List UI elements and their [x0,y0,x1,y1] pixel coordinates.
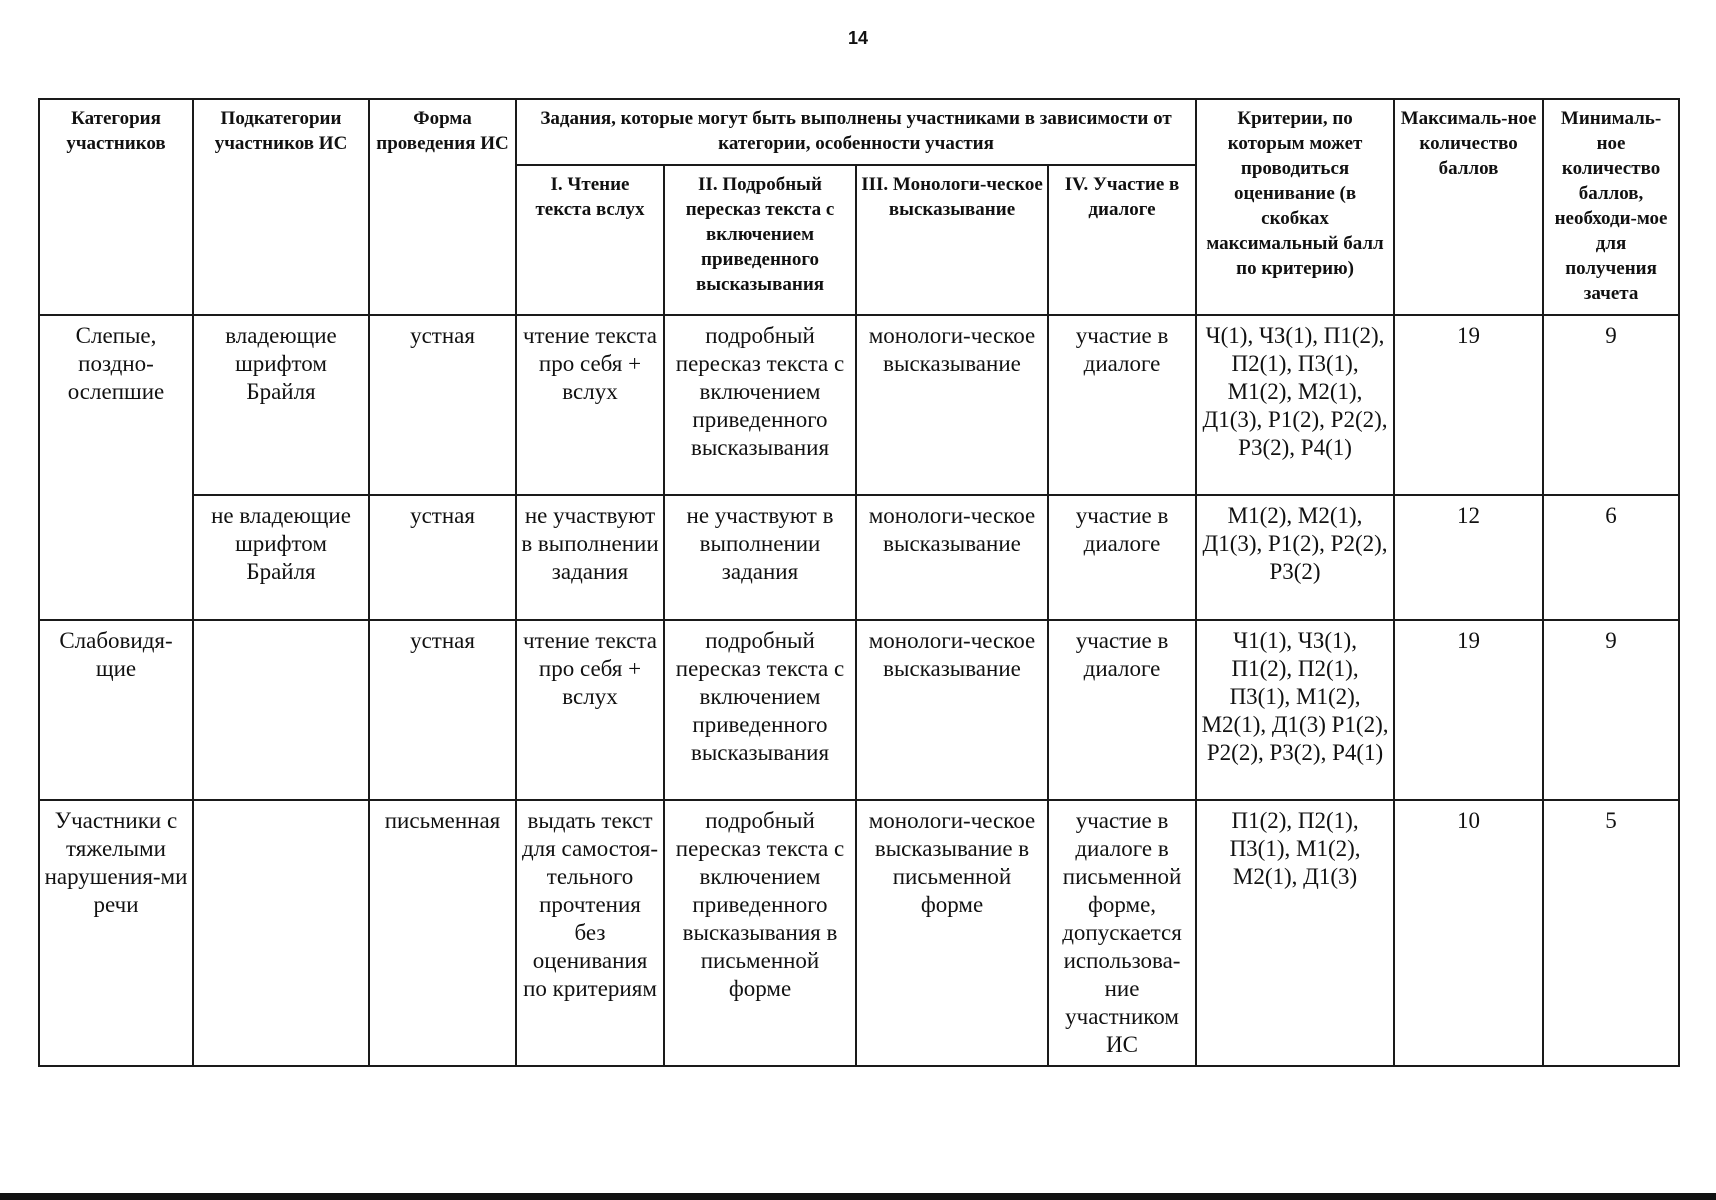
header-task-1: I. Чтение текста вслух [516,165,664,315]
cell-criteria: Ч(1), ЧЗ(1), П1(2), П2(1), П3(1), М1(2), М2(1), Д1(3), Р1(2), Р2(2), Р3(2), Р4(1) [1196,315,1394,495]
cell-form: устная [369,620,516,800]
cell-form: устная [369,315,516,495]
cell-max-score: 10 [1394,800,1543,1066]
cell-min-score: 9 [1543,315,1679,495]
header-task-4: IV. Участие в диалоге [1048,165,1196,315]
cell-min-score: 9 [1543,620,1679,800]
cell-subcategory: владеющие шрифтом Брайля [193,315,369,495]
cell-subcategory [193,620,369,800]
header-task-3: III. Монологи-ческое высказывание [856,165,1048,315]
cell-task-2: подробный пересказ текста с включением приведенного высказывания [664,315,856,495]
cell-category: Слабовидя-щие [39,620,193,800]
header-subcategory: Подкатегории участников ИС [193,99,369,315]
header-max-score: Максималь-ное количество баллов [1394,99,1543,315]
cell-task-1: не участвуют в выполнении задания [516,495,664,620]
page-number: 14 [847,28,869,48]
cell-task-1: чтение текста про себя + вслух [516,620,664,800]
cell-task-1: чтение текста про себя + вслух [516,315,664,495]
assessment-table [38,98,1680,1067]
cell-task-2: подробный пересказ текста с включением приведенного высказывания [664,620,856,800]
cell-task-3: монологи-ческое высказывание [856,620,1048,800]
header-min-score: Минималь-ное количество баллов, необходи-мое для получения зачета [1543,99,1679,315]
table-row [39,800,1679,1066]
cell-task-1: выдать текст для самостоя-тельного прочтения без оценивания по критериям [516,800,664,1066]
cell-form: устная [369,495,516,620]
header-task-2: II. Подробный пересказ текста с включением приведенного высказывания [664,165,856,315]
cell-max-score: 19 [1394,620,1543,800]
cell-category: Участники с тяжелыми нарушения-ми речи [39,800,193,1066]
cell-criteria: Ч1(1), ЧЗ(1), П1(2), П2(1), П3(1), М1(2), М2(1), Д1(3) Р1(2), Р2(2), Р3(2), Р4(1) [1196,620,1394,800]
cell-max-score: 19 [1394,315,1543,495]
header-tasks-group: Задания, которые могут быть выполнены участниками в зависимости от категории, особенности участия [516,99,1196,165]
table-row [39,315,1679,495]
cell-max-score: 12 [1394,495,1543,620]
bottom-scan-edge [0,1193,1716,1200]
cell-task-4: участие в диалоге [1048,495,1196,620]
cell-subcategory [193,800,369,1066]
cell-task-2: не участвуют в выполнении задания [664,495,856,620]
cell-task-3: монологи-ческое высказывание в письменной форме [856,800,1048,1066]
cell-min-score: 5 [1543,800,1679,1066]
cell-criteria: М1(2), М2(1), Д1(3), Р1(2), Р2(2), Р3(2) [1196,495,1394,620]
cell-task-3: монологи-ческое высказывание [856,495,1048,620]
cell-task-3: монологи-ческое высказывание [856,315,1048,495]
cell-task-4: участие в диалоге [1048,315,1196,495]
cell-criteria: П1(2), П2(1), П3(1), М1(2), М2(1), Д1(3) [1196,800,1394,1066]
table-row [39,495,1679,620]
cell-subcategory: не владеющие шрифтом Брайля [193,495,369,620]
cell-task-4: участие в диалоге в письменной форме, допускается использова-ние участником ИС [1048,800,1196,1066]
header-form: Форма проведения ИС [369,99,516,315]
header-criteria: Критерии, по которым может проводиться оценивание (в скобках максимальный балл по критерию) [1196,99,1394,315]
cell-category: Слепые, поздно-ослепшие [39,315,193,620]
cell-task-4: участие в диалоге [1048,620,1196,800]
cell-task-2: подробный пересказ текста с включением приведенного высказывания в письменной форме [664,800,856,1066]
table-row [39,620,1679,800]
header-category: Категория участников [39,99,193,315]
header-row [39,99,1679,165]
cell-form: письменная [369,800,516,1066]
cell-min-score: 6 [1543,495,1679,620]
